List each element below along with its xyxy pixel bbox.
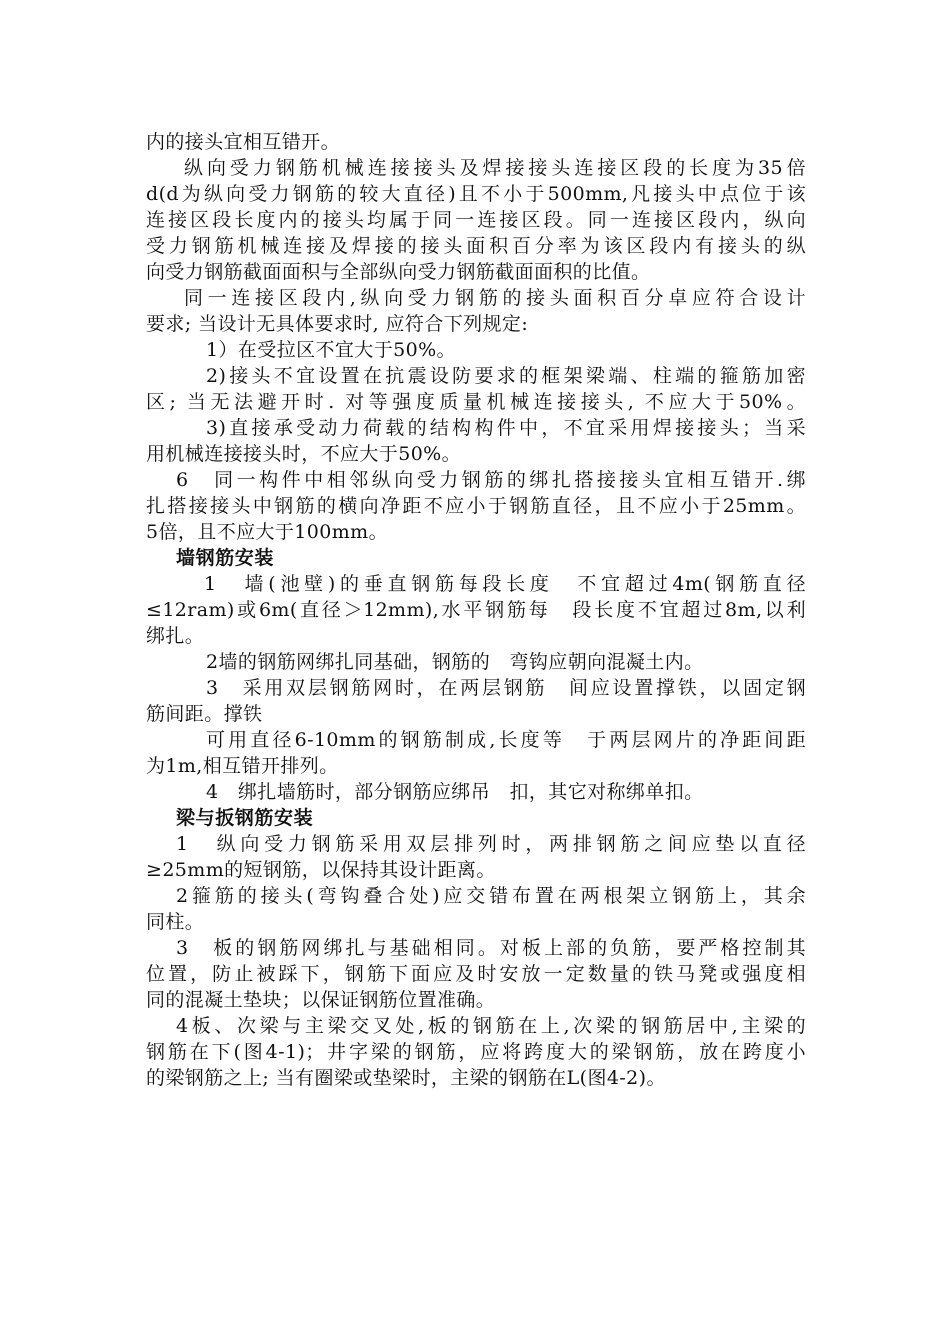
text-line: 筋间距。撑铁 bbox=[146, 703, 263, 725]
text-line: 同柱。 bbox=[146, 911, 205, 933]
list-item: 3 采用双层钢筋网时，在两层钢筋 间应设置撑铁，以固定钢 bbox=[206, 677, 806, 699]
text-line: 内的接头宜相互错开。 bbox=[146, 131, 341, 153]
text-line: 扎搭接接头中钢筋的横向净距不应小于钢筋直径，且不应小于25mm。 bbox=[146, 495, 806, 517]
text-line: 用机械连接接头时，不应大于50%。 bbox=[146, 443, 462, 465]
list-item: 3)直接承受动力荷载的结构构件中，不宜采用焊接接头；当采 bbox=[206, 417, 806, 439]
text-line: 连接区段长度内的接头均属于同一连接区段。同一连接区段内，纵向 bbox=[146, 209, 806, 231]
text-line: 5倍，且不应大于100mm。 bbox=[146, 521, 388, 543]
text-line: 同的混凝土垫块；以保证钢筋位置准确。 bbox=[146, 989, 496, 1011]
list-item: 3 板的钢筋网绑扎与基础相同。对板上部的负筋，要严格控制其 bbox=[176, 937, 806, 959]
text-line: 的梁钢筋之上; 当有圈梁或垫梁时，主梁的钢筋在L(图4-2)。 bbox=[146, 1067, 666, 1089]
list-item: 4 绑扎墙筋时，部分钢筋应绑吊 扣，其它对称绑单扣。 bbox=[206, 781, 704, 803]
text-line: 可用直径6-10mm的钢筋制成,长度等 于两层网片的净距间距 bbox=[206, 729, 806, 751]
list-item: 4板、次梁与主梁交叉处,板的钢筋在上,次梁的钢筋居中,主梁的 bbox=[176, 1015, 806, 1037]
text-line: 纵向受力钢筋机械连接接头及焊接接头连接区段的长度为35倍 bbox=[184, 157, 806, 179]
text-line: 绑扎。 bbox=[146, 625, 205, 647]
text-line: 同一连接区段内,纵向受力钢筋的接头面积百分卓应符合设计 bbox=[184, 287, 806, 309]
section-heading: 梁与扳钢筋安装 bbox=[176, 807, 314, 829]
section-heading: 墙钢筋安装 bbox=[176, 547, 275, 569]
text-line: 区; 当无法避开时. 对等强度质量机械连接接头, 不应大于50%。 bbox=[146, 391, 806, 413]
list-item: 6 同一构件中相邻纵向受力钢筋的绑扎搭接接头宜相互错开.绑 bbox=[176, 469, 806, 491]
text-line: d(d为纵向受力钢筋的较大直径)且不小于500mm,凡接头中点位于该 bbox=[146, 183, 806, 205]
text-line: 钢筋在下(图4-1)；井字梁的钢筋，应将跨度大的梁钢筋，放在跨度小 bbox=[146, 1041, 806, 1063]
list-item: 2墙的钢筋网绑扎同基础，钢筋的 弯钩应朝向混凝土内。 bbox=[206, 651, 704, 673]
text-line: 为1m,相互错开排列。 bbox=[146, 755, 339, 777]
text-line: ≤12ram)或6m(直径＞12mm),水平钢筋每 段长度不宜超过8m,以利 bbox=[146, 599, 806, 621]
list-item: 1 墙(池壁)的垂直钢筋每段长度 不宜超过4m(钢筋直径 bbox=[204, 573, 806, 595]
text-line: ≥25mm的短钢筋，以保持其设计距离。 bbox=[146, 859, 496, 881]
list-item: 2箍筋的接头(弯钩叠合处)应交错布置在两根架立钢筋上，其余 bbox=[176, 885, 806, 907]
text-line: 向受力钢筋截面面积与全部纵向受力钢筋截面面积的比值。 bbox=[146, 261, 651, 283]
list-item: 1）在受拉区不宜大于50%。 bbox=[206, 339, 456, 361]
text-line: 位置，防止被踩下，钢筋下面应及时安放一定数量的铁马凳或强度相 bbox=[146, 963, 806, 985]
text-line: 要求; 当设计无具体要求时, 应符合下列规定: bbox=[146, 313, 529, 335]
text-line: 受力钢筋机械连接及焊接的接头面积百分率为该区段内有接头的纵 bbox=[146, 235, 806, 257]
list-item: 1 纵向受力钢筋采用双层排列时，两排钢筋之间应垫以直径 bbox=[176, 833, 806, 855]
list-item: 2)接头不宜设置在抗震设防要求的框架梁端、柱端的箍筋加密 bbox=[206, 365, 806, 387]
